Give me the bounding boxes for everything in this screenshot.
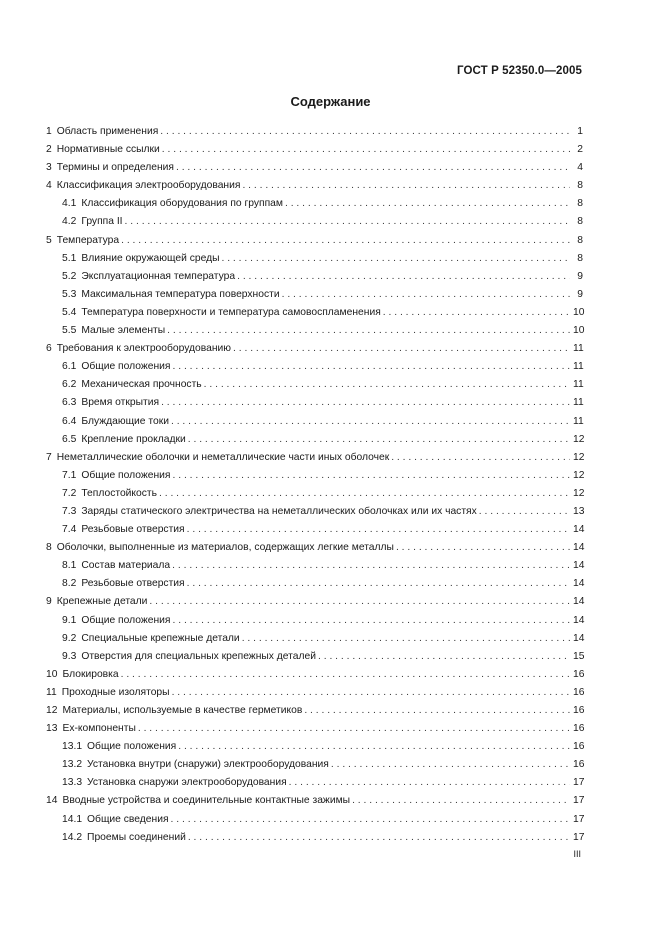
toc-entry-number: 4 xyxy=(46,180,52,192)
toc-entry-page: 15 xyxy=(573,650,585,662)
toc-entry-number: 14.1 xyxy=(62,813,83,825)
toc-entry xyxy=(46,485,583,503)
toc-entry xyxy=(46,738,583,756)
toc-entry-number: 9.1 xyxy=(62,614,77,626)
toc-entry xyxy=(46,648,583,666)
dot-leader xyxy=(187,521,570,539)
toc-entry xyxy=(46,720,583,738)
toc-entry-number: 9.2 xyxy=(62,632,77,644)
toc-entry xyxy=(46,702,583,720)
toc-entry-title: Теплостойкость xyxy=(81,487,157,499)
toc-entry-number: 7 xyxy=(46,451,52,463)
toc-entry-number: 5.4 xyxy=(62,306,77,318)
toc-entry-page: 17 xyxy=(573,795,585,807)
toc-entry-number: 8.2 xyxy=(62,578,77,590)
toc-entry-title: Установка внутри (снаружи) электрооборудования xyxy=(87,759,329,771)
toc-entry-page: 8 xyxy=(577,252,583,264)
toc-entry-number: 5 xyxy=(46,234,52,246)
toc-entry-title: Малые элементы xyxy=(81,325,166,337)
toc-entry xyxy=(46,593,583,611)
toc-entry xyxy=(46,503,583,521)
dot-leader xyxy=(391,449,570,467)
toc-entry-number: 9 xyxy=(46,596,52,608)
toc-entry xyxy=(46,666,583,684)
toc-entry-page: 10 xyxy=(573,325,585,337)
toc-entry-title: Общие положения xyxy=(81,469,171,481)
toc-entry xyxy=(46,467,583,485)
toc-entry-title: Оболочки, выполненные из материалов, содержащих легкие металлы xyxy=(56,542,394,554)
toc-entry-page: 12 xyxy=(573,469,585,481)
toc-entry xyxy=(46,268,583,286)
dot-leader xyxy=(172,557,570,575)
dot-leader xyxy=(221,250,570,268)
dot-leader xyxy=(167,322,570,340)
toc-entry xyxy=(46,539,583,557)
toc-entry-number: 1 xyxy=(46,126,52,137)
toc-entry-number: 11 xyxy=(46,686,57,698)
toc-entry xyxy=(46,340,583,358)
toc-entry-number: 8 xyxy=(46,542,52,554)
dot-leader xyxy=(188,431,570,449)
toc-entry-title: Термины и определения xyxy=(56,162,174,174)
toc-entry xyxy=(46,123,583,141)
toc-entry-page: 11 xyxy=(573,415,584,427)
dot-leader xyxy=(242,177,570,195)
toc-entry-number: 10 xyxy=(46,668,58,680)
toc-entry xyxy=(46,394,583,412)
toc-entry-page: 9 xyxy=(577,288,583,300)
toc-entry-page: 2 xyxy=(577,144,583,156)
toc-entry xyxy=(46,521,583,539)
toc-entry-page: 16 xyxy=(573,668,585,680)
dot-leader xyxy=(176,159,570,177)
toc-entry-page: 17 xyxy=(573,831,585,843)
toc-entry-number: 7.2 xyxy=(62,487,77,499)
toc-entry xyxy=(46,358,583,376)
page-number: III xyxy=(573,849,581,859)
toc-entry-page: 11 xyxy=(573,361,584,373)
toc-entry xyxy=(46,195,583,213)
toc-entry-page: 12 xyxy=(573,487,585,499)
toc-entry-page: 16 xyxy=(573,686,585,698)
toc-entry-page: 4 xyxy=(577,162,583,174)
toc-entry-page: 14 xyxy=(573,596,585,608)
toc-entry-title: Проемы соединений xyxy=(87,831,186,843)
toc-entry xyxy=(46,322,583,340)
dot-leader xyxy=(159,485,570,503)
toc-entry-title: Классификация оборудования по группам xyxy=(81,198,283,210)
dot-leader xyxy=(173,467,571,485)
toc-entry-title: Общие положения xyxy=(81,361,171,373)
toc-entry-title: Блокировка xyxy=(62,668,119,680)
toc-entry-page: 16 xyxy=(573,705,585,716)
toc-entry-number: 12 xyxy=(46,705,58,716)
toc-entry xyxy=(46,684,583,702)
dot-leader xyxy=(173,612,571,630)
toc-entry-number: 4.1 xyxy=(62,198,77,210)
toc-entry-title: Вводные устройства и соединительные контактные зажимы xyxy=(62,795,351,807)
toc-entry-title: Классификация электрооборудования xyxy=(56,180,241,192)
toc-entry-title: Группа II xyxy=(81,216,123,228)
dot-leader xyxy=(285,195,570,213)
toc-entry-title: Общие положения xyxy=(87,741,177,753)
dot-leader xyxy=(289,774,570,792)
toc-entry-title: Влияние окружающей среды xyxy=(81,252,220,264)
toc-entry xyxy=(46,304,583,322)
toc-entry-title: Заряды статического электричества на неметаллических оболочках или их частях xyxy=(81,505,477,517)
toc-entry-number: 13.1 xyxy=(62,741,83,753)
toc-entry xyxy=(46,232,583,250)
toc-entry-number: 5.5 xyxy=(62,325,77,337)
toc-entry xyxy=(46,286,583,304)
dot-leader xyxy=(138,720,570,738)
dot-leader xyxy=(352,792,570,810)
toc-entry-number: 5.1 xyxy=(62,252,77,264)
toc-entry-number: 5.2 xyxy=(62,270,77,282)
toc-entry xyxy=(46,141,583,159)
toc-entry xyxy=(46,630,583,648)
toc-entry xyxy=(46,756,583,774)
toc-entry-page: 8 xyxy=(577,234,583,246)
toc-entry-title: Механическая прочность xyxy=(81,379,202,391)
toc-entry xyxy=(46,159,583,177)
toc-entry-title: Эксплуатационная температура xyxy=(81,270,236,282)
dot-leader xyxy=(383,304,570,322)
toc-entry-page: 11 xyxy=(573,379,584,391)
dot-leader xyxy=(242,630,570,648)
toc-entry-title: Крепежные детали xyxy=(56,596,148,608)
toc-entry xyxy=(46,792,583,810)
toc-entry xyxy=(46,575,583,593)
toc-entry-number: 6 xyxy=(46,343,52,355)
toc-entry-page: 8 xyxy=(577,198,583,210)
dot-leader xyxy=(173,358,571,376)
toc-entry-page: 8 xyxy=(577,216,583,228)
toc-entry-page: 14 xyxy=(573,524,585,536)
toc-entry-number: 9.3 xyxy=(62,650,77,662)
toc-entry-page: 17 xyxy=(573,777,585,789)
dot-leader xyxy=(162,141,570,159)
toc-entry-number: 13.2 xyxy=(62,759,83,771)
toc-entry-page: 8 xyxy=(577,180,583,192)
page-title: Содержание xyxy=(290,94,371,109)
toc-entry-title: Состав материала xyxy=(81,560,171,572)
dot-leader xyxy=(237,268,570,286)
toc-entry-title: Общие положения xyxy=(81,614,171,626)
dot-leader xyxy=(121,666,570,684)
toc-entry-title: Блуждающие токи xyxy=(81,415,169,427)
toc-entry-title: Требования к электрооборудованию xyxy=(56,343,232,355)
toc-entry-title: Время открытия xyxy=(81,397,160,409)
toc-entry-title: Проходные изоляторы xyxy=(61,686,170,698)
toc-entry-number: 2 xyxy=(46,144,52,156)
dot-leader xyxy=(171,413,570,431)
toc-entry-page: 14 xyxy=(573,614,585,626)
toc-entry xyxy=(46,612,583,630)
toc-entry xyxy=(46,376,583,394)
toc-entry-title: Отверстия для специальных крепежных деталей xyxy=(81,650,316,662)
toc-entry-title: Крепление прокладки xyxy=(81,433,186,445)
toc-entry-title: Область применения xyxy=(56,126,159,137)
toc-entry-page: 14 xyxy=(573,560,585,572)
toc-entry-page: 10 xyxy=(573,306,585,318)
dot-leader xyxy=(171,811,570,829)
toc-entry-number: 6.5 xyxy=(62,433,77,445)
toc-entry-page: 14 xyxy=(573,578,585,590)
toc-entry-page: 11 xyxy=(573,343,584,355)
toc-entry-page: 11 xyxy=(573,397,584,409)
toc-entry-number: 13.3 xyxy=(62,777,83,789)
toc-entry-number: 13 xyxy=(46,723,58,735)
toc-entry-number: 3 xyxy=(46,162,52,174)
dot-leader xyxy=(149,593,570,611)
toc-entry xyxy=(46,177,583,195)
dot-leader xyxy=(160,123,570,141)
toc-entry-number: 6.4 xyxy=(62,415,77,427)
toc-entry xyxy=(46,431,583,449)
dot-leader xyxy=(282,286,570,304)
toc-entry-page: 14 xyxy=(573,542,585,554)
toc-entry-title: Установка снаружи электрооборудования xyxy=(87,777,287,789)
toc-entry-title: Температура поверхности и температура самовоспламенения xyxy=(81,306,381,318)
toc-entry xyxy=(46,557,583,575)
toc-entry-title: Неметаллические оболочки и неметаллические части иных оболочек xyxy=(56,451,390,463)
toc-entry-number: 5.3 xyxy=(62,288,77,300)
dot-leader xyxy=(178,738,570,756)
toc-entry-page: 14 xyxy=(573,632,585,644)
toc-entry-title: Температура xyxy=(56,234,120,246)
dot-leader xyxy=(161,394,570,412)
toc-entry-page: 17 xyxy=(573,813,585,825)
toc-entry xyxy=(46,413,583,431)
toc-entry xyxy=(46,774,583,792)
toc-entry-number: 8.1 xyxy=(62,560,77,572)
toc-entry-title: Специальные крепежные детали xyxy=(81,632,240,644)
toc-entry xyxy=(46,811,583,829)
toc-entry xyxy=(46,213,583,231)
toc-entry-number: 7.3 xyxy=(62,505,77,517)
toc-entry-page: 9 xyxy=(577,270,583,282)
toc-entry xyxy=(46,829,583,847)
toc-entry-number: 4.2 xyxy=(62,216,77,228)
toc-entry-title: Резьбовые отверстия xyxy=(81,524,185,536)
toc-entry-title: Резьбовые отверстия xyxy=(81,578,185,590)
toc-entry-page: 1 xyxy=(577,126,583,137)
toc-entry-page: 16 xyxy=(573,723,585,735)
dot-leader xyxy=(396,539,570,557)
dot-leader xyxy=(121,232,570,250)
toc-entry-number: 6.1 xyxy=(62,361,77,373)
dot-leader xyxy=(331,756,570,774)
toc-entry-title: Материалы, используемые в качестве герметиков xyxy=(62,705,303,716)
toc-entry-page: 12 xyxy=(573,433,585,445)
toc-entry xyxy=(46,449,583,467)
dot-leader xyxy=(318,648,570,666)
dot-leader xyxy=(479,503,570,521)
standard-code: ГОСТ Р 52350.0—2005 xyxy=(457,65,582,77)
dot-leader xyxy=(172,684,570,702)
toc-entry-title: Нормативные ссылки xyxy=(56,144,160,156)
dot-leader xyxy=(187,575,570,593)
toc-entry-number: 6.2 xyxy=(62,379,77,391)
toc-entry-page: 13 xyxy=(573,505,585,517)
toc-entry-number: 7.4 xyxy=(62,524,77,536)
dot-leader xyxy=(204,376,570,394)
toc-entry-title: Максимальная температура поверхности xyxy=(81,288,280,300)
toc-entry-title: Общие сведения xyxy=(87,813,169,825)
dot-leader xyxy=(125,213,570,231)
toc-entry-number: 7.1 xyxy=(62,469,77,481)
toc-entry-number: 14 xyxy=(46,795,58,807)
toc-entry-page: 16 xyxy=(573,759,585,771)
toc-entry-page: 12 xyxy=(573,451,585,463)
dot-leader xyxy=(188,829,570,847)
toc-entry-number: 14.2 xyxy=(62,831,83,843)
toc-entry-number: 6.3 xyxy=(62,397,77,409)
dot-leader xyxy=(304,702,570,720)
toc-entry-page: 16 xyxy=(573,741,585,753)
toc-entry-title: Ex-компоненты xyxy=(62,723,136,735)
dot-leader xyxy=(233,340,570,358)
toc-entry xyxy=(46,250,583,268)
table-of-contents xyxy=(46,123,583,847)
